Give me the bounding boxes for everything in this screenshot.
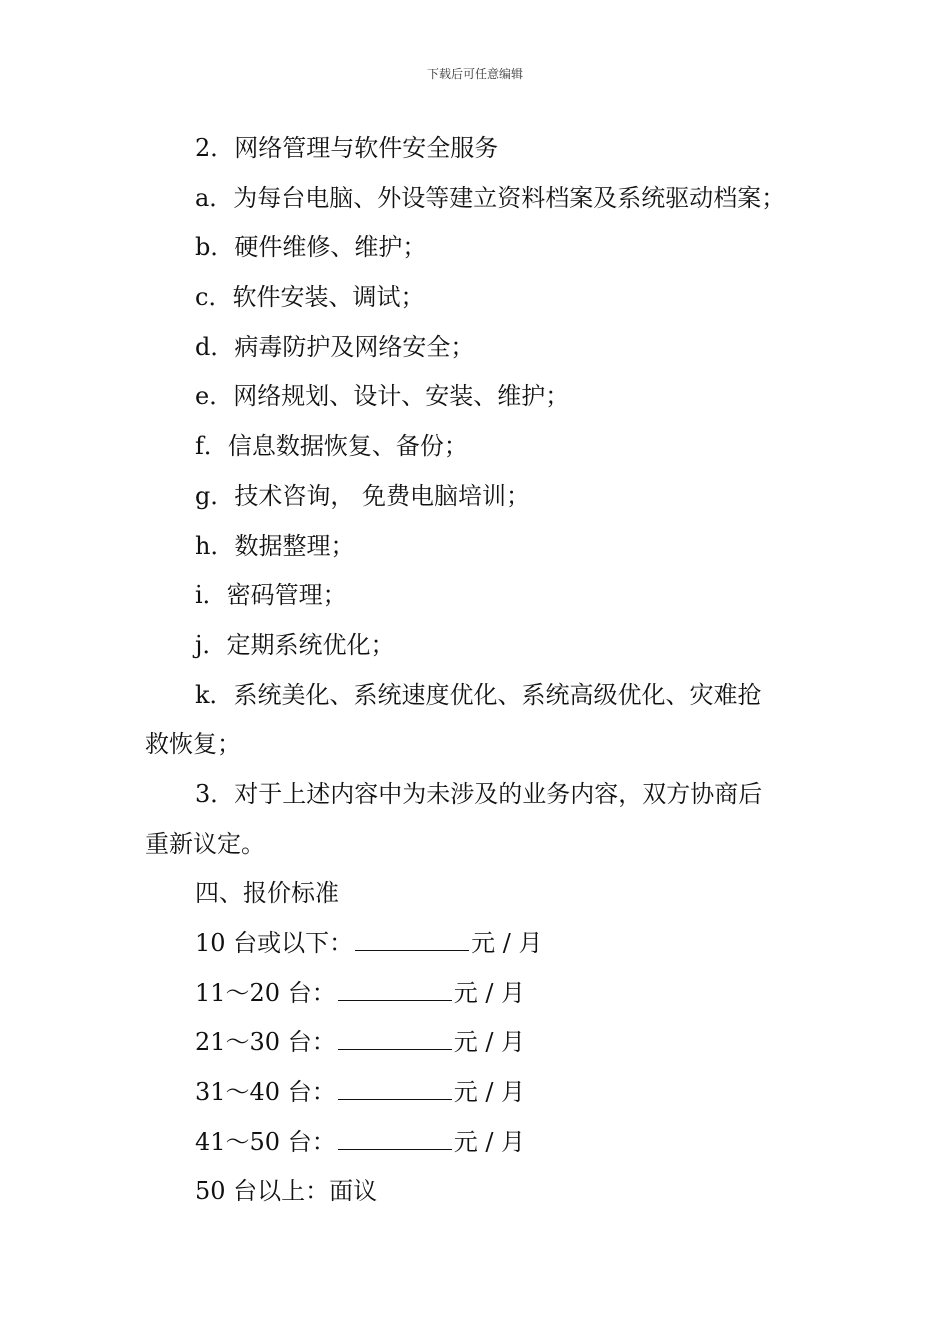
list-item-j: j．定期系统优化； <box>195 630 395 659</box>
section-3-line1: 3．对于上述内容中为未涉及的业务内容，双方协商后 <box>195 779 763 808</box>
price-blank-field[interactable] <box>355 930 469 951</box>
list-item-d: d．病毒防护及网络安全； <box>195 332 475 361</box>
document-body <box>145 124 815 1217</box>
list-item-a: a．为每台电脑、外设等建立资料档案及系统驱动档案； <box>195 183 786 212</box>
section-3-line2: 重新议定。 <box>145 829 265 858</box>
price-row-label: 41～50 台： <box>195 1127 336 1156</box>
price-row-last: 50 台以上：面议 <box>195 1177 378 1206</box>
price-blank-field[interactable] <box>338 1129 452 1150</box>
list-item-f: f．信息数据恢复、备份； <box>195 432 468 461</box>
price-row-label: 21～30 台： <box>195 1028 336 1057</box>
price-row <box>145 1118 815 1168</box>
price-unit: 元 / 月 <box>453 1078 526 1107</box>
price-row <box>145 919 815 969</box>
price-row-label: 31～40 台： <box>195 1078 336 1107</box>
list-item-b: b．硬件维修、维护； <box>195 233 427 262</box>
price-unit: 元 / 月 <box>471 929 543 957</box>
list-item-e: e．网络规划、设计、安装、维护； <box>195 382 570 411</box>
price-row-label: 10 台或以下： <box>195 929 354 957</box>
price-blank-field[interactable] <box>338 980 452 1001</box>
list-item-g: g．技术咨询， 免费电脑培训； <box>195 481 530 510</box>
page-header: 下载后可任意编辑 <box>426 67 523 81</box>
price-blank-field[interactable] <box>338 1029 452 1050</box>
section-4-title: 四、报价标准 <box>195 879 339 908</box>
list-item-i: i．密码管理； <box>195 581 347 610</box>
section-2-title: 2．网络管理与软件安全服务 <box>195 134 499 162</box>
price-unit: 元 / 月 <box>453 1127 526 1156</box>
list-item-c: c．软件安装、调试； <box>195 283 425 312</box>
list-item-h: h．数据整理； <box>195 531 355 560</box>
price-unit: 元 / 月 <box>453 978 526 1007</box>
price-row-label: 11～20 台： <box>195 978 336 1007</box>
list-item-k-line2: 救恢复； <box>145 730 241 759</box>
price-row <box>145 969 815 1019</box>
price-blank-field[interactable] <box>338 1079 452 1100</box>
price-row <box>145 1018 815 1068</box>
price-row <box>145 1068 815 1118</box>
price-unit: 元 / 月 <box>453 1028 526 1057</box>
list-item-k-line1: k．系统美化、系统速度优化、系统高级优化、灾难抢 <box>195 680 762 709</box>
